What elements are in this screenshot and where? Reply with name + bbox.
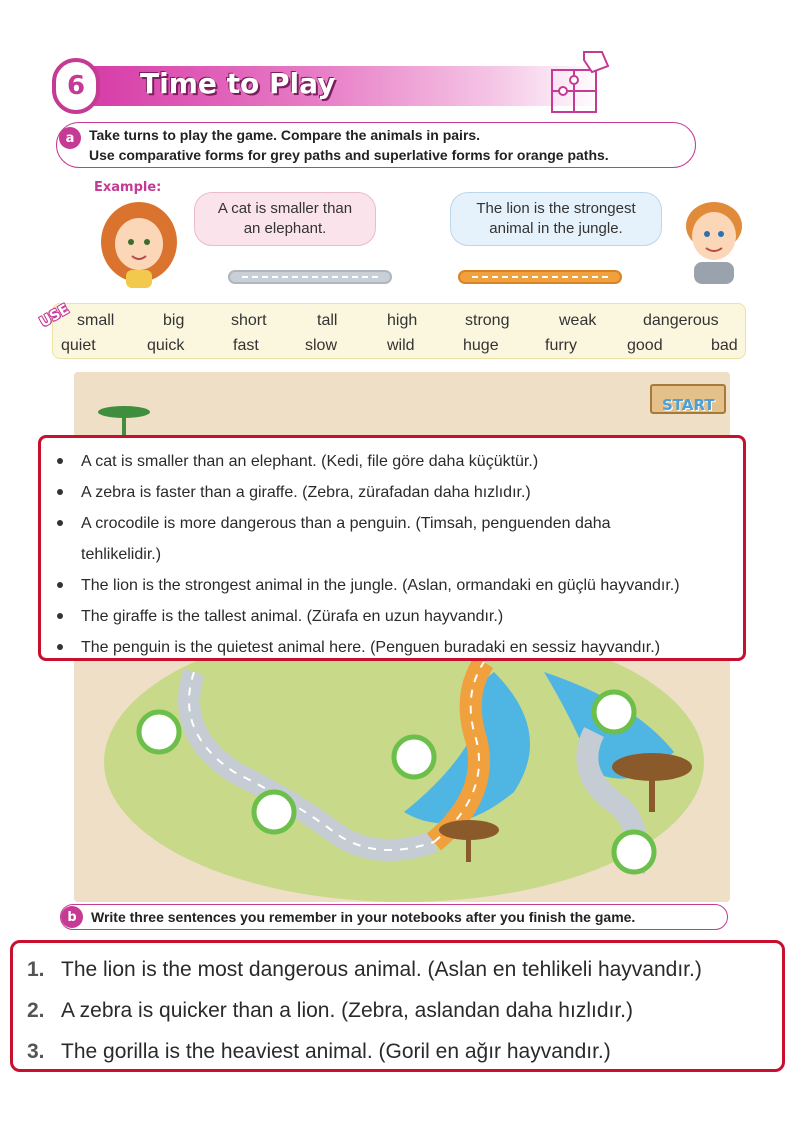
word: big: [163, 312, 185, 329]
word: furry: [545, 337, 577, 354]
instruction-a-line2: Use comparative forms for grey paths and superlative forms for orange paths.: [89, 147, 609, 163]
puzzle-icon: [548, 48, 612, 116]
bullet-icon: [57, 520, 63, 526]
item-number: 3.: [27, 1040, 45, 1063]
answer-text: The gorilla is the heaviest animal. (Goril en ağır hayvandır.): [61, 1040, 611, 1063]
word: high: [387, 312, 418, 329]
bullet-icon: [57, 582, 63, 588]
word: small: [77, 312, 115, 329]
word-bank: [37, 301, 746, 359]
answer-list-game: [55, 446, 733, 663]
word: short: [231, 312, 267, 329]
bullet-icon: [57, 458, 63, 464]
answer-text: A cat is smaller than an elephant. (Kedi, file göre daha küçüktür.): [81, 453, 539, 470]
answer-text: The giraffe is the tallest animal. (Zürafa en uzun hayvandır.): [81, 608, 504, 625]
girl-avatar: [96, 198, 182, 288]
bubble-boy-line2: animal in the jungle.: [489, 220, 623, 237]
list-item: [27, 990, 772, 1031]
word: huge: [463, 337, 499, 354]
word: tall: [317, 312, 338, 329]
list-item: [55, 508, 733, 539]
answer-box-game: [38, 435, 746, 661]
instruction-a-line1: Take turns to play the game. Compare the animals in pairs.: [89, 127, 481, 143]
list-item: [55, 477, 733, 508]
orange-path-sample: [458, 270, 622, 284]
list-item: [55, 632, 733, 663]
answer-text: The lion is the most dangerous animal. (Aslan en tehlikeli hayvandır.): [61, 958, 702, 981]
item-number: 2.: [27, 999, 45, 1022]
boy-avatar: [678, 196, 750, 284]
word: good: [627, 337, 663, 354]
word: quiet: [61, 337, 96, 354]
start-label: START: [662, 396, 715, 414]
instruction-a: [56, 122, 696, 168]
list-item: [27, 949, 772, 990]
instruction-badge-a: a: [59, 127, 81, 149]
word: slow: [305, 337, 338, 354]
speech-bubble-girl: [194, 192, 376, 246]
word-bank-tag: USE: [37, 301, 72, 331]
word: strong: [465, 312, 510, 329]
section-header: [52, 58, 612, 114]
instruction-b: [60, 904, 728, 930]
grey-path-sample: [228, 270, 392, 284]
list-item: [27, 1031, 772, 1072]
answer-text: The lion is the strongest animal in the jungle. (Aslan, ormandaki en güçlü hayvandır.): [81, 577, 680, 594]
list-item-continued: [55, 539, 733, 570]
bullet-icon: [57, 489, 63, 495]
word: dangerous: [643, 312, 719, 329]
word: wild: [387, 337, 415, 354]
answer-text: A zebra is faster than a giraffe. (Zebra, zürafadan daha hızlıdır.): [81, 484, 531, 501]
word: bad: [711, 337, 738, 354]
section-number: 6: [52, 58, 100, 114]
bubble-girl-line1: A cat is smaller than: [217, 200, 353, 217]
bubble-girl-line2: an elephant.: [243, 220, 327, 237]
word: fast: [233, 337, 259, 354]
bubble-boy-line1: The lion is the strongest: [476, 200, 636, 217]
instruction-badge-b: b: [61, 906, 83, 928]
answer-text: A zebra is quicker than a lion. (Zebra, aslandan daha hızlıdır.): [61, 999, 633, 1022]
answer-text: tehlikelidir.): [81, 546, 162, 563]
item-number: 1.: [27, 958, 45, 981]
word: quick: [147, 337, 185, 354]
list-item: [55, 601, 733, 632]
instruction-b-text: Write three sentences you remember in your notebooks after you finish the game.: [91, 909, 636, 925]
section-title: Time to Play: [140, 67, 336, 100]
list-item: [55, 446, 733, 477]
answer-box-notebook: [10, 940, 785, 1072]
bullet-icon: [57, 644, 63, 650]
example-label: Example:: [94, 180, 162, 195]
list-item: [55, 570, 733, 601]
bullet-icon: [57, 613, 63, 619]
answer-text: A crocodile is more dangerous than a penguin. (Timsah, penguenden daha: [81, 515, 611, 532]
speech-bubble-boy: [450, 192, 662, 246]
answer-list-notebook: [27, 949, 772, 1072]
answer-text: The penguin is the quietest animal here. (Penguen buradaki en sessiz hayvandır.): [81, 639, 661, 656]
word: weak: [559, 312, 597, 329]
